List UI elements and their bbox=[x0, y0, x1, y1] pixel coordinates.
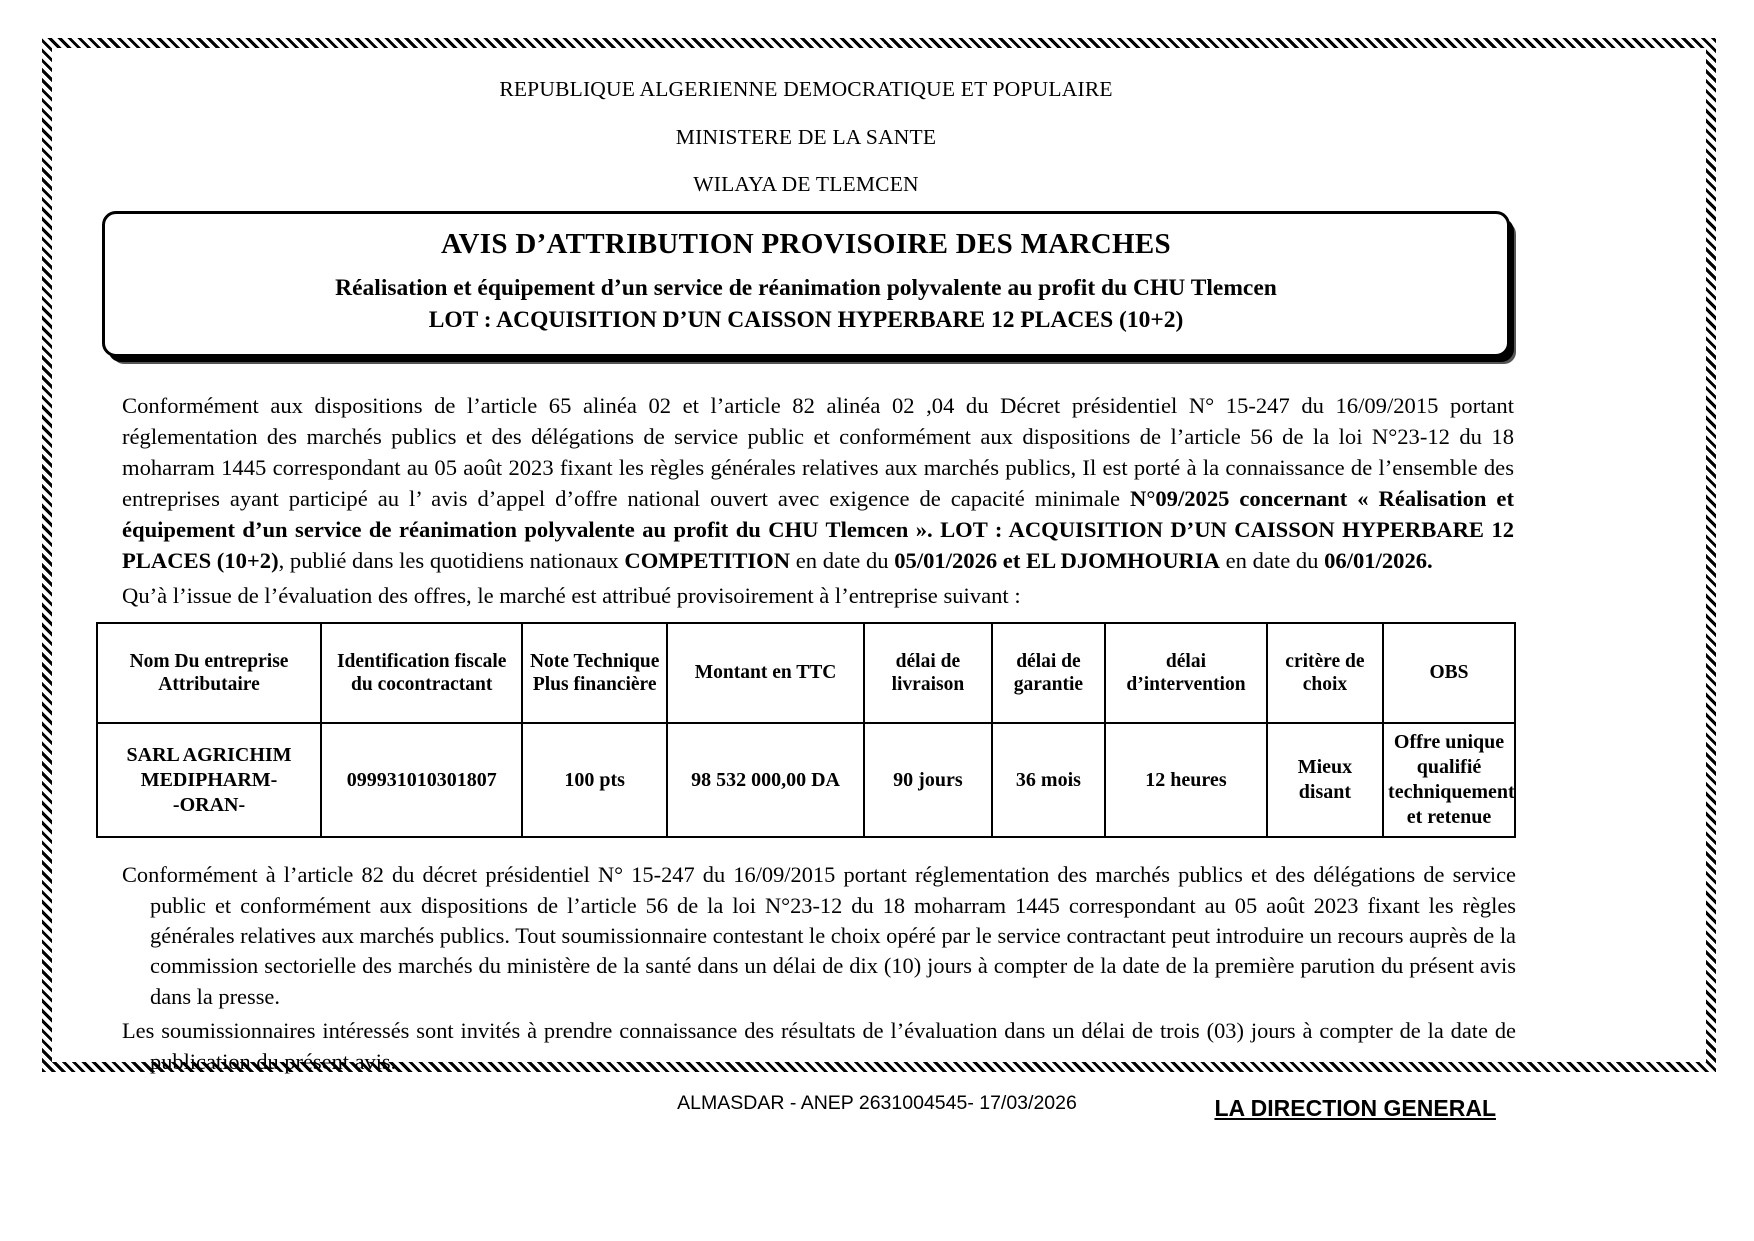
cell-critere: Mieux disant bbox=[1267, 723, 1383, 837]
cell-note: 100 pts bbox=[522, 723, 667, 837]
header-wilaya-line: WILAYA DE TLEMCEN bbox=[693, 172, 919, 197]
title-box bbox=[102, 211, 1510, 357]
column-header-obs: OBS bbox=[1383, 623, 1515, 723]
table-header-row bbox=[97, 623, 1515, 723]
column-header-delai-intervention: délai d’intervention bbox=[1105, 623, 1267, 723]
title-lot-line: LOT : ACQUISITION D’UN CAISSON HYPERBARE 12 PLACES (10+2) bbox=[428, 306, 1184, 333]
title-subtitle: Réalisation et équipement d’un service de réanimation polyvalente au profit du CHU Tlemcen bbox=[335, 274, 1277, 301]
closing-paragraph-2 bbox=[122, 1016, 1516, 1077]
column-header-nom: Nom Du entreprise Attributaire bbox=[97, 623, 321, 723]
cell-nom: SARL AGRICHIM MEDIPHARM- -ORAN- bbox=[97, 723, 321, 837]
document-content bbox=[96, 78, 1516, 1122]
main-body-paragraph bbox=[122, 391, 1516, 577]
column-header-delai-livraison: délai de livraison bbox=[864, 623, 992, 723]
body-text-part2: , publié dans les quotidiens nationaux bbox=[278, 548, 625, 574]
closing-paragraph-1 bbox=[122, 860, 1516, 1012]
column-header-montant: Montant en TTC bbox=[667, 623, 864, 723]
header-ministry-line: MINISTERE DE LA SANTE bbox=[675, 124, 937, 149]
cell-identification: 099931010301807 bbox=[321, 723, 522, 837]
cell-montant: 98 532 000,00 DA bbox=[667, 723, 864, 837]
table-row bbox=[97, 723, 1515, 837]
signature-line: LA DIRECTION GENERAL bbox=[1214, 1095, 1496, 1122]
column-header-critere: critère de choix bbox=[1267, 623, 1383, 723]
body-text-part4: en date du bbox=[1219, 548, 1325, 574]
cell-delai-garantie: 36 mois bbox=[992, 723, 1105, 837]
cell-delai-livraison: 90 jours bbox=[864, 723, 992, 837]
page-title: AVIS D’ATTRIBUTION PROVISOIRE DES MARCHES bbox=[441, 227, 1171, 260]
footer-anep-line: ALMASDAR - ANEP 2631004545- 17/03/2026 bbox=[677, 1092, 1077, 1114]
body-text-bold3: 05/01/2026 et EL DJOMHOURIA bbox=[894, 548, 1220, 574]
cell-delai-intervention: 12 heures bbox=[1105, 723, 1267, 837]
body-text-bold4: 06/01/2026. bbox=[1324, 548, 1433, 574]
column-header-note: Note Technique Plus financière bbox=[522, 623, 667, 723]
award-lead-line: Qu’à l’issue de l’évaluation des offres, le marché est attribué provisoirement à l’entreprise suivant : bbox=[122, 583, 1021, 609]
body-text-bold2: COMPETITION bbox=[624, 548, 791, 574]
body-text-part3: en date du bbox=[790, 548, 895, 574]
header-republic-line: REPUBLIQUE ALGERIENNE DEMOCRATIQUE ET POPULAIRE bbox=[499, 77, 1113, 101]
title-box-wrapper bbox=[102, 211, 1510, 357]
body-text-part1: Conformément aux dispositions de l’article 65 alinéa 02 et l’article 82 alinéa 02 ,04 du Décret présidentiel N° 15-247 du 16/09/2015 portant réglementation des marchés publics et des délégations de service public et conformément aux dispositions de l’article 56 de la loi N°23-12 du 18 moharram 1445 correspondant au 05 août 2023 fixant les règles générales relatives aux marchés publics, Il est porté à la connaissance de l’ensemble des entreprises ayant participé au l’ avis d’appel d’offre national ouvert avec exigence de capacité minimale bbox=[122, 393, 1514, 512]
closing-text-2: Les soumissionnaires intéressés sont invités à prendre connaissance des résultats de l’évaluation dans un délai de trois (03) jours à compter de la date de publication du présent avis. bbox=[122, 1018, 1516, 1074]
closing-text-1: Conformément à l’article 82 du décret présidentiel N° 15-247 du 16/09/2015 portant réglementation des marchés publics et des délégations de service public et conformément aux dispositions de l’article 56 de la loi N°23-12 du 18 moharram 1445 correspondant au 05 août 2023 fixant les règles générales relatives aux marchés publics. Tout soumissionnaire contestant le choix opéré par le service contractant peut introduire un recours auprès de la commission sectorielle des marchés du ministère de la santé dans un délai de dix (10) jours à compter de la date de la première parution du présent avis dans la presse. bbox=[122, 862, 1516, 1009]
column-header-delai-garantie: délai de garantie bbox=[992, 623, 1105, 723]
body-text-bold1: N°09/2025 concernant « Réalisation et équipement d’un service de réanimation polyvalente au profit du CHU Tlemcen ». LOT : ACQUISITION D’UN CAISSON HYPERBARE 12 PLACES (10+2) bbox=[122, 486, 1514, 574]
cell-obs: Offre unique qualifié techniquement et retenue bbox=[1383, 723, 1515, 837]
award-table bbox=[96, 622, 1516, 838]
column-header-identification: Identification fiscale du cocontractant bbox=[321, 623, 522, 723]
